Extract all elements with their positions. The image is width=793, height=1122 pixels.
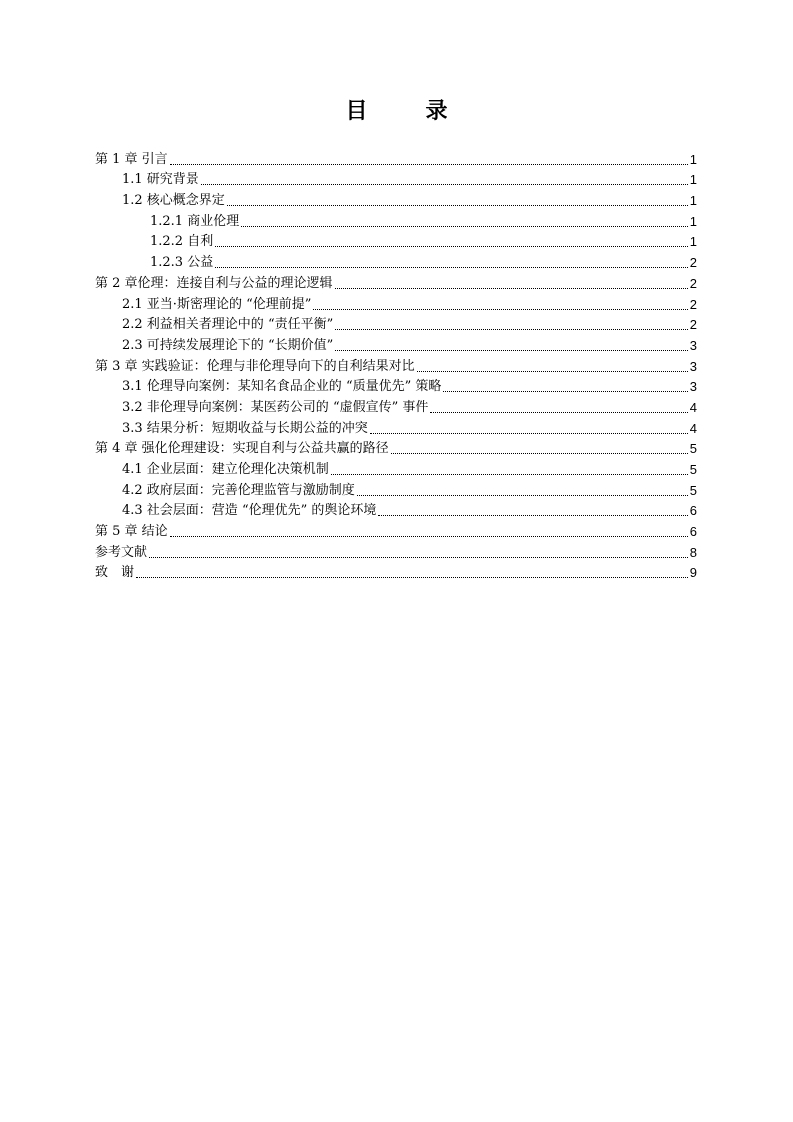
toc-entry-text: 1.2.1 商业伦理 <box>150 213 240 229</box>
toc-entry-chapter-2[interactable] <box>95 272 697 293</box>
toc-dot-leader <box>170 536 688 537</box>
toc-entry-text: 第 4 章 强化伦理建设：实现自利与公益共赢的路径 <box>95 441 389 457</box>
toc-entry-text: 2.3 可持续发展理论下的 “长期价值” <box>122 337 334 353</box>
toc-page-number: 5 <box>689 462 697 477</box>
toc-entry-text: 4.1 企业层面：建立伦理化决策机制 <box>122 462 329 477</box>
toc-page-number: 4 <box>689 420 697 436</box>
toc-page-number: 3 <box>689 379 697 395</box>
toc-entry-text: 1.2.2 自利 <box>150 234 214 250</box>
toc-page-number: 1 <box>689 172 697 188</box>
toc-entry-section-4-2[interactable] <box>95 479 697 500</box>
toc-entry-text: 第 3 章 实践验证：伦理与非伦理导向下的自利结果对比 <box>95 358 415 374</box>
toc-page-number: 1 <box>689 213 697 229</box>
toc-dot-leader <box>215 267 688 268</box>
toc-page-number: 6 <box>689 524 697 540</box>
toc-entry-text: 第 1 章 引言 <box>95 151 168 167</box>
toc-page-number: 9 <box>689 565 697 581</box>
toc-entry-section-3-3[interactable] <box>95 417 697 438</box>
toc-dot-leader <box>370 433 688 434</box>
toc-entry-section-2-2[interactable] <box>95 314 697 335</box>
toc-entry-text: 3.1 伦理导向案例：某知名食品企业的 “质量优先” 策略 <box>122 379 442 395</box>
toc-entry-section-1-2-2[interactable] <box>95 231 697 252</box>
toc-entry-section-4-1[interactable] <box>95 458 697 479</box>
toc-entry-chapter-4[interactable] <box>95 438 697 459</box>
toc-entry-references[interactable] <box>95 541 697 562</box>
toc-entry-chapter-5[interactable] <box>95 520 697 541</box>
toc-dot-leader <box>331 474 688 475</box>
toc-dot-leader <box>313 309 687 310</box>
toc-dot-leader <box>391 453 688 454</box>
toc-entry-text: 4.3 社会层面：营造 “伦理优先” 的舆论环境 <box>122 503 377 519</box>
toc-dot-leader <box>241 226 688 227</box>
toc-entry-text: 1.2.3 公益 <box>150 255 214 271</box>
toc-entry-section-3-1[interactable] <box>95 376 697 397</box>
toc-entry-chapter-3[interactable] <box>95 355 697 376</box>
toc-page-number: 1 <box>689 151 697 167</box>
toc-page-number: 8 <box>689 544 697 560</box>
toc-entry-section-4-3[interactable] <box>95 500 697 521</box>
toc-entry-section-1-1[interactable] <box>95 169 697 190</box>
toc-list <box>95 148 697 582</box>
toc-dot-leader <box>378 515 687 516</box>
toc-page-number: 4 <box>689 399 697 415</box>
toc-entry-chapter-1[interactable] <box>95 148 697 169</box>
toc-page-number: 2 <box>689 275 697 291</box>
toc-entry-text: 第 5 章 结论 <box>95 524 168 540</box>
toc-entry-section-1-2[interactable] <box>95 189 697 210</box>
toc-entry-section-3-2[interactable] <box>95 396 697 417</box>
toc-page-number: 5 <box>689 482 697 498</box>
toc-page-number: 6 <box>689 503 697 519</box>
toc-entry-text: 2.2 利益相关者理论中的 “责任平衡” <box>122 317 334 333</box>
toc-entry-text: 3.3 结果分析：短期收益与长期公益的冲突 <box>122 420 368 436</box>
toc-entry-text: 3.2 非伦理导向案例：某医药公司的 “虚假宣传” 事件 <box>122 399 429 415</box>
toc-entry-section-2-3[interactable] <box>95 334 697 355</box>
toc-dot-leader <box>170 164 688 165</box>
toc-dot-leader <box>417 371 688 372</box>
toc-dot-leader <box>335 329 688 330</box>
toc-dot-leader <box>335 288 688 289</box>
toc-page-number: 2 <box>689 296 697 312</box>
toc-entry-text: 第 2 章伦理：连接自利与公益的理论逻辑 <box>95 275 333 291</box>
toc-page-number: 2 <box>689 255 697 271</box>
toc-page-number: 1 <box>689 234 697 250</box>
toc-title: 目 录 <box>345 99 466 124</box>
toc-page-number: 3 <box>689 358 697 374</box>
toc-entry-text: 1.2 核心概念界定 <box>122 193 225 209</box>
toc-page-number: 3 <box>689 337 697 353</box>
toc-dot-leader <box>430 412 687 413</box>
toc-entry-section-1-2-3[interactable] <box>95 251 697 272</box>
toc-dot-leader <box>357 495 688 496</box>
toc-entry-text: 致 谢 <box>95 565 135 581</box>
toc-entry-acknowledgements[interactable] <box>95 562 697 583</box>
toc-page-number: 5 <box>689 441 697 457</box>
toc-entry-text: 4.2 政府层面：完善伦理监管与激励制度 <box>122 482 355 498</box>
toc-dot-leader <box>136 577 688 578</box>
toc-page-number: 2 <box>689 317 697 333</box>
toc-entry-text: 1.1 研究背景 <box>122 172 199 188</box>
toc-entry-text: 参考文献 <box>95 544 148 560</box>
toc-entry-section-2-1[interactable] <box>95 293 697 314</box>
toc-dot-leader <box>443 391 687 392</box>
toc-entry-text: 2.1 亚当·斯密理论的 “伦理前提” <box>122 296 312 312</box>
toc-dot-leader <box>227 205 688 206</box>
toc-dot-leader <box>149 557 688 558</box>
toc-dot-leader <box>335 350 688 351</box>
toc-page-number: 1 <box>689 193 697 209</box>
toc-dot-leader <box>215 246 688 247</box>
toc-entry-section-1-2-1[interactable] <box>95 210 697 231</box>
toc-dot-leader <box>201 184 688 185</box>
